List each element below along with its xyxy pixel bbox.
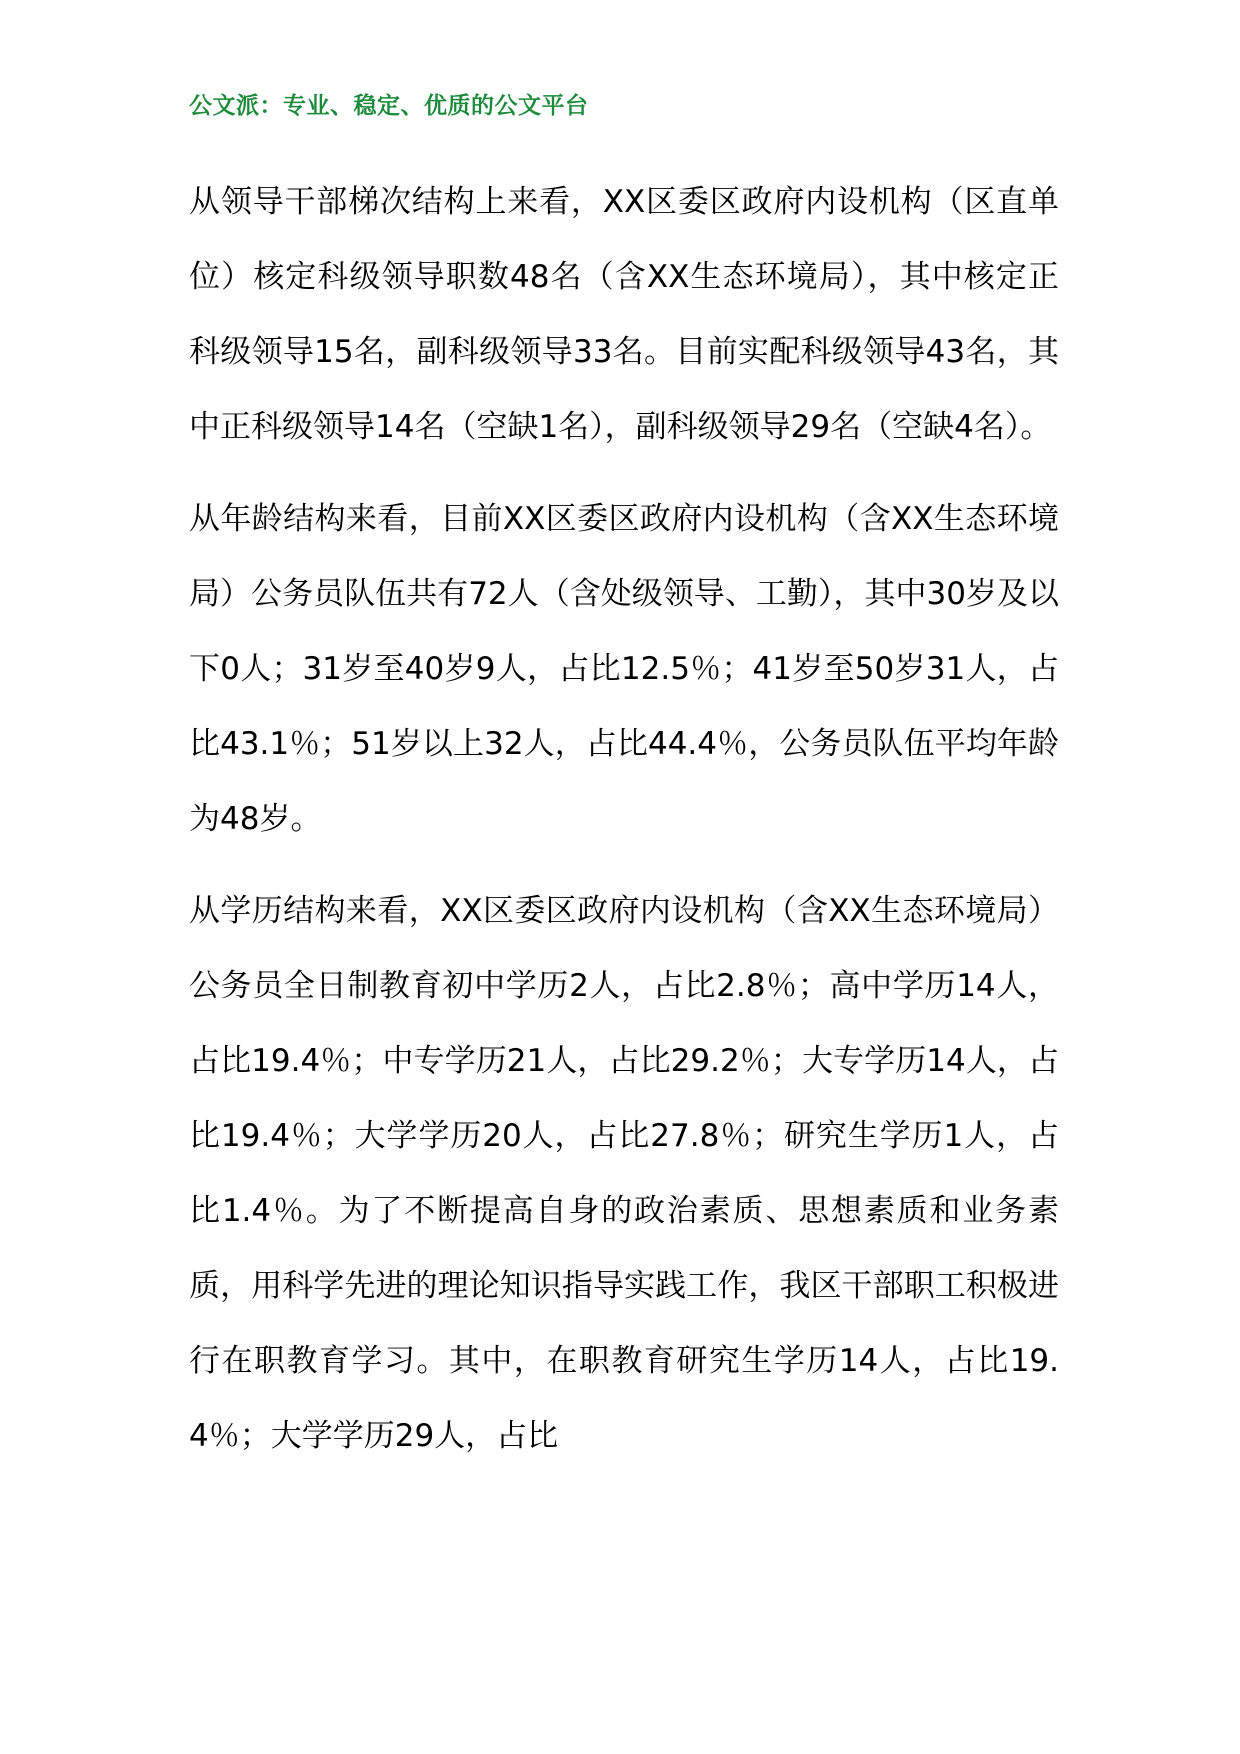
paragraph-age-structure: 从年龄结构来看，目前XX区委区政府内设机构（含XX生态环境局）公务员队伍共有72人（含处级领导、工勤），其中30岁及以下0人；31岁至40岁9人，占比12.5％；41岁至50岁31人，占比43.1％；51岁以上32人，占比44.4％，公务员队伍平均年龄为48岁。	[189, 501, 1059, 837]
paragraph-education-structure: 从学历结构来看，XX区委区政府内设机构（含XX生态环境局）公务员全日制教育初中学历2人，占比2.8％；高中学历14人，占比19.4％；中专学历21人，占比29.2％；大专学历14人，占比19.4％；大学学历20人，占比27.8％；研究生学历1人，占比1.4％。为了不断提高自身的政治素质、思想素质和业务素质，用科学先进的理论知识指导实践工作，我区干部职工积极进行在职教育学习。其中，在职教育研究生学历14人，占比19.4％；大学学历29人，占比	[189, 893, 1059, 1454]
paragraph-leadership-structure: 从领导干部梯次结构上来看，XX区委区政府内设机构（区直单位）核定科级领导职数48名（含XX生态环境局），其中核定正科级领导15名，副科级领导33名。目前实配科级领导43名，其中正科级领导14名（空缺1名），副科级领导29名（空缺4名）。	[189, 184, 1059, 445]
document-body	[189, 165, 1059, 1491]
page-header: 公文派：专业、稳定、优质的公文平台	[189, 93, 589, 119]
